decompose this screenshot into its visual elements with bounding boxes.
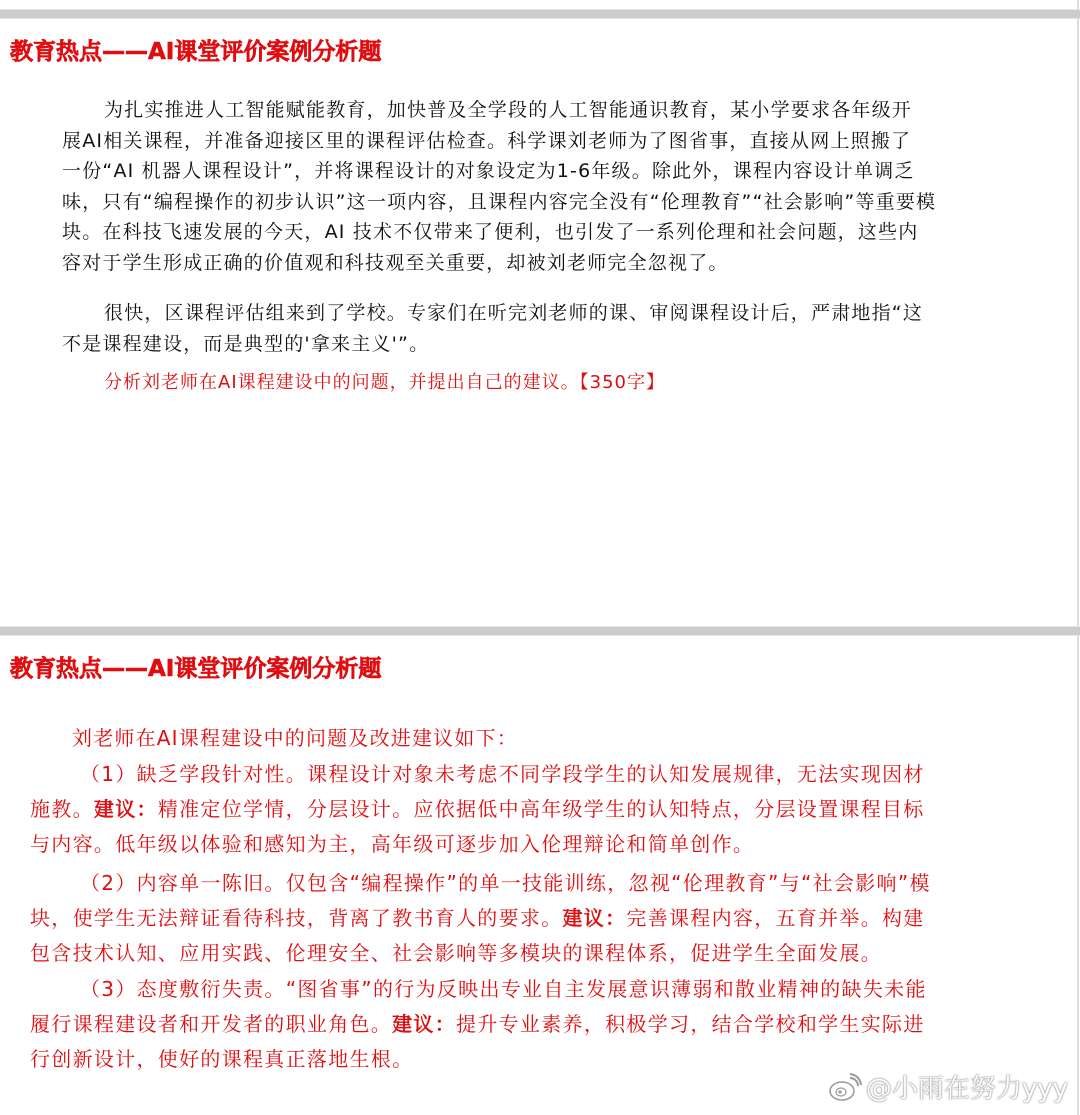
answer-text: （1）缺乏学段针对性。课程设计对象未考虑不同学段学生的认知发展规律，无法实现因材 <box>80 762 925 786</box>
answer-line <box>30 936 1030 971</box>
text-line: 为扎实推进人工智能赋能教育，加快普及全学段的人工智能通识教育，某小学要求各年级开 <box>104 99 913 121</box>
case-paragraph-1 <box>62 95 967 278</box>
answer-line <box>30 757 1030 792</box>
answer-text: （3）态度敷衍失责。“图省事”的行为反映出专业自主发展意识薄弱和散业精神的缺失未能 <box>80 977 927 1001</box>
suggestion-label: 建议： <box>392 1012 457 1036</box>
answer-text: 精准定位学情，分层设计。应依据低中高年级学生的认知特点，分层设置课程目标 <box>157 797 925 821</box>
page-edge <box>1077 0 1079 1115</box>
text-line: 展AI相关课程，并准备迎接区里的课程评估检查。科学课刘老师为了图省事，直接从网上照搬了 <box>62 129 912 152</box>
answer-line <box>30 827 1030 862</box>
answer-text: 包含技术认知、应用实践、伦理安全、社会影响等多模块的课程体系，促进学生全面发展。 <box>30 941 882 965</box>
case-paragraph-2 <box>62 298 967 359</box>
answer-line <box>30 792 1030 827</box>
suggestion-label: 建议： <box>562 906 627 930</box>
page-divider-middle <box>0 626 1080 636</box>
suggestion-label: 建议： <box>93 797 158 821</box>
text-line: 很快，区课程评估组来到了学校。专家们在听完刘老师的课、审阅课程设计后，严肃地指“这 <box>104 302 924 324</box>
text-line: 味，只有“编程操作的初步认识”这一项内容，且课程内容完全没有“伦理教育”“社会影响”等重要模 <box>62 190 937 213</box>
answer-text: 提升专业素养，积极学习，结合学校和学生实际进 <box>456 1012 925 1036</box>
answer-point-2 <box>30 866 1030 971</box>
answer-line <box>30 866 1030 901</box>
answer-text: （2）内容单一陈旧。仅包含“编程操作”的单一技能训练，忽视“伦理教育”与“社会影响”模 <box>80 871 931 895</box>
text-line: 一份“AI 机器人课程设计”，并将课程设计的对象设定为1-6年级。除此外，课程内容设计单调乏 <box>62 160 915 182</box>
answer-text: 施教。 <box>30 797 94 821</box>
answer-intro: 刘老师在AI课程建设中的问题及改进建议如下： <box>72 726 518 750</box>
watermark <box>828 1068 1068 1105</box>
answer-point-1 <box>30 757 1030 862</box>
answer-text: 完善课程内容，五育并举。构建 <box>626 906 925 930</box>
text-line: 不是课程建设，而是典型的'拿来主义'”。 <box>62 332 430 355</box>
answer-point-3 <box>30 972 1030 1077</box>
page-title-2: 教育热点——AI课堂评价案例分析题 <box>10 656 382 682</box>
answer-text: 履行课程建设者和开发者的职业角色。 <box>30 1012 393 1036</box>
weibo-icon <box>828 1072 862 1102</box>
answer-text: 与内容。低年级以体验和感知为主，高年级可逐步加入伦理辩论和简单创作。 <box>30 832 755 856</box>
answer-line <box>30 1007 1030 1042</box>
page-divider-top <box>0 9 1080 19</box>
answer-text: 块，使学生无法辩证看待科技，背离了教书育人的要求。 <box>30 906 563 930</box>
text-line: 容对于学生形成正确的价值观和科技观至关重要，却被刘老师完全忽视了。 <box>62 251 729 274</box>
text-line: 块。在科技飞速发展的今天，AI 技术不仅带来了便利，也引发了一系列伦理和社会问题，这些内 <box>62 221 919 243</box>
answer-line <box>30 972 1030 1007</box>
watermark-text: @小雨在努力yyy <box>865 1074 1068 1104</box>
answer-line <box>30 901 1030 936</box>
answer-text: 行创新设计，使好的课程真正落地生根。 <box>30 1047 414 1071</box>
question-prompt: 分析刘老师在AI课程建设中的问题，并提出自己的建议。【350字】 <box>104 372 665 393</box>
page-title-1: 教育热点——AI课堂评价案例分析题 <box>10 39 382 65</box>
